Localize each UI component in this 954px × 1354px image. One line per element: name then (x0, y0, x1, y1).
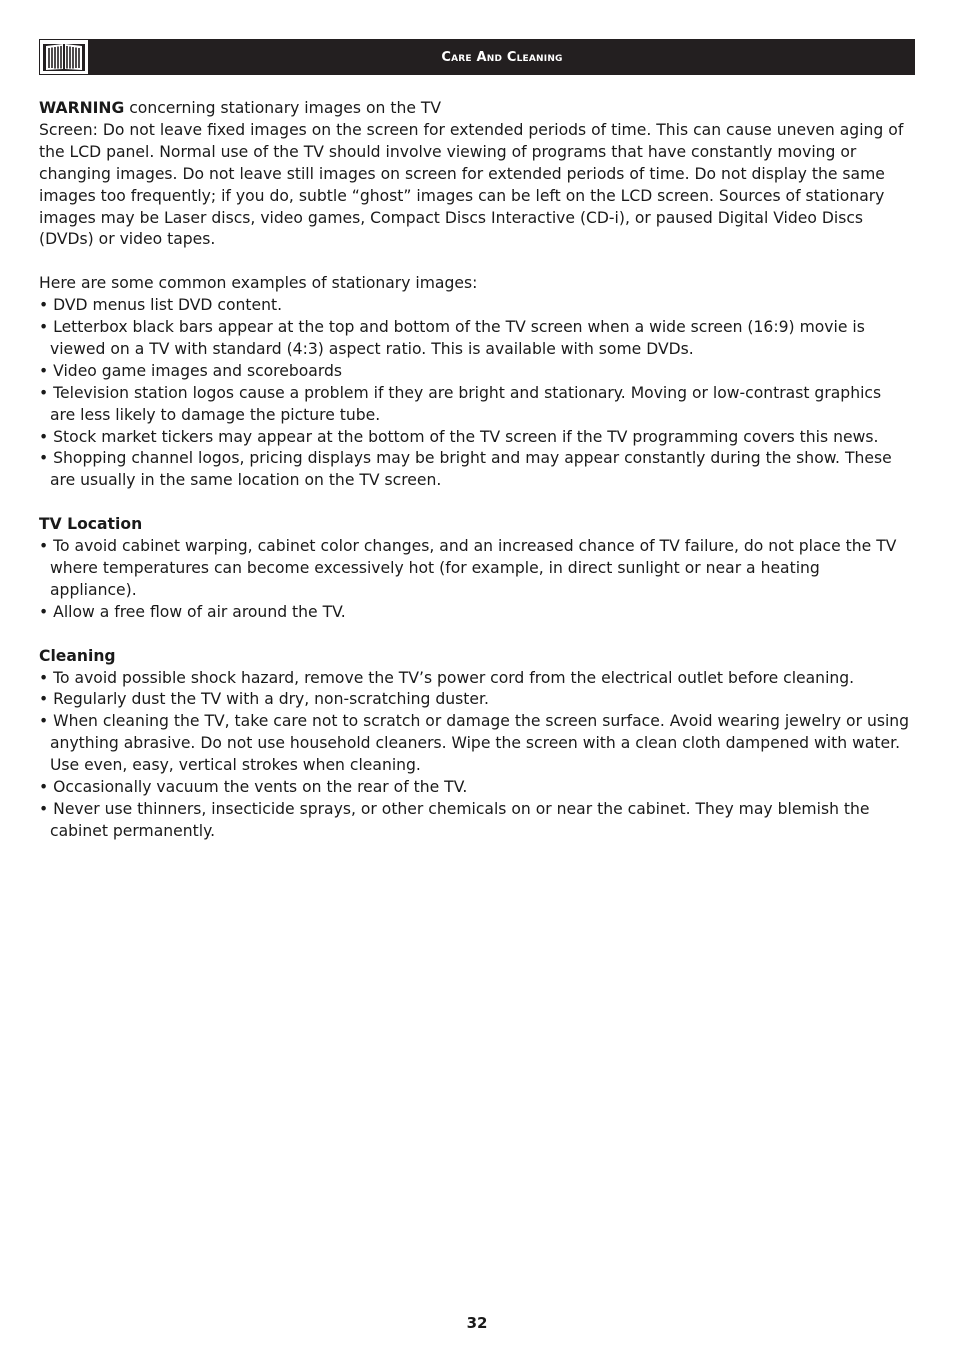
warning-body: Screen: Do not leave fixed images on the screen for extended periods of time. This can cause uneven aging of the LCD panel. Normal use of the TV should involve viewing of programs that have constantly moving or changing images. Do not leave still images on screen for extended periods of time. Do not display the same images too frequently; if you do, subtle “ghost” images can be left on the LCD screen. Sources of stationary images may be Laser discs, video games, Compact Discs Interactive (CD-i), or paused Digital Video Discs (DVDs) or video tapes. (39, 120, 904, 249)
list-item: • Shopping channel logos, pricing displays may be bright and may appear constantly during the show. These are usually in the same location on the TV screen. (39, 449, 892, 490)
list-item: • Television station logos cause a problem if they are bright and stationary. Moving or low-contrast graphics are less likely to damage the picture tube. (39, 383, 882, 424)
list-item: • Never use thinners, insecticide sprays, or other chemicals on or near the cabinet. They may blemish the cabinet permanently. (39, 799, 870, 840)
spacer (39, 624, 911, 646)
list-item: • DVD menus list DVD content. (39, 296, 283, 315)
list-item: • Stock market tickers may appear at the bottom of the TV screen if the TV programming covers this news. (39, 427, 879, 446)
tv-location-list (39, 536, 911, 624)
warning-title (39, 98, 911, 120)
list-item: • When cleaning the TV, take care not to scratch or damage the screen surface. Avoid wearing jewelry or using anything abrasive. Do not use household cleaners. Wipe the screen with a clean cloth dampened with water. Use even, easy, vertical strokes when cleaning. (39, 712, 910, 775)
warning-title-text: concerning stationary images on the TV (124, 99, 442, 117)
list-item: • Occasionally vacuum the vents on the rear of the TV. (39, 778, 468, 797)
list-item: • To avoid cabinet warping, cabinet color changes, and an increased chance of TV failure, do not place the TV where temperatures can become excessively hot (for example, in direct sunlight or near a heating appliance). (39, 537, 897, 599)
list-item: • To avoid possible shock hazard, remove the TV’s power cord from the electrical outlet before cleaning. (39, 668, 855, 687)
cleaning-heading: Cleaning (39, 646, 116, 665)
spacer (39, 251, 911, 273)
spacer (39, 492, 911, 514)
cleaning-list (39, 668, 911, 843)
examples-list (39, 295, 911, 492)
examples-intro: Here are some common examples of stationary images: (39, 274, 478, 293)
tv-location-heading: TV Location (39, 515, 143, 534)
list-item: • Video game images and scoreboards (39, 361, 342, 380)
section-header (39, 39, 915, 75)
book-icon (39, 39, 89, 75)
list-item: • Allow a free flow of air around the TV. (39, 602, 346, 621)
warning-label: WARNING (39, 99, 125, 117)
page-title: Care And Cleaning (441, 50, 563, 65)
list-item: • Letterbox black bars appear at the top and bottom of the TV screen when a wide screen (16:9) movie is viewed on a TV with standard (4:3) aspect ratio. This is available with some DVDs. (39, 318, 865, 358)
page-number: 32 (466, 1314, 488, 1332)
list-item: • Regularly dust the TV with a dry, non-scratching duster. (39, 690, 489, 709)
document-body (39, 98, 911, 843)
